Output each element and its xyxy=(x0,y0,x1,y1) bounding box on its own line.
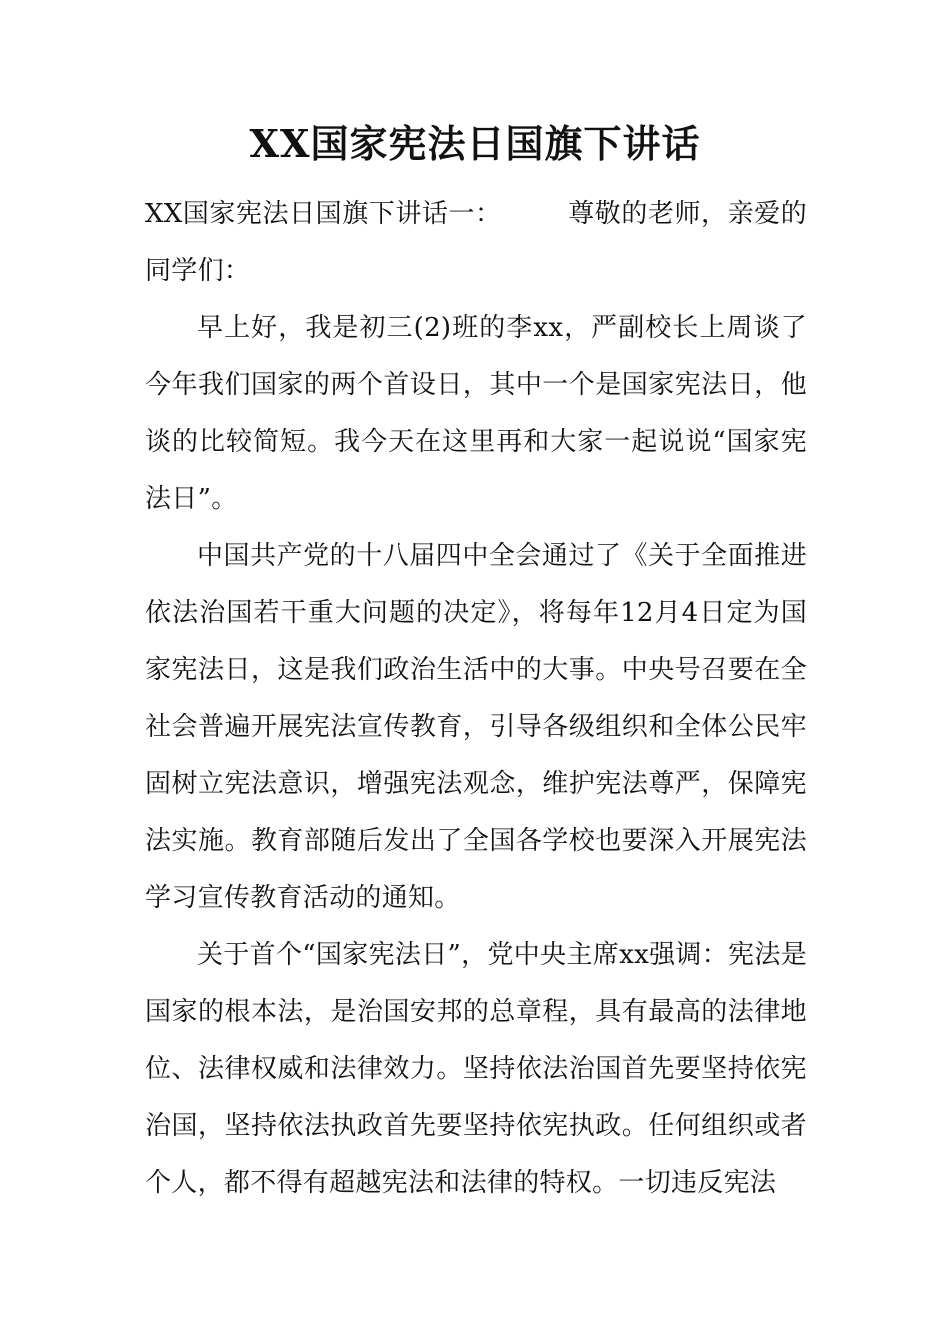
paragraph-central-committee-remarks: 关于首个“国家宪法日”，党中央主席xx强调：宪法是国家的根本法，是治国安邦的总章程，具有最高的法律地位、法律权威和法律效力。坚持依法治国首先要坚持依宪治国，坚持依法执政首先要坚持依宪执政。任何组织或者个人，都不得有超越宪法和法律的特权。一切违反宪法 xyxy=(145,940,807,1198)
paragraph-introduction: 早上好，我是初三(2)班的李xx，严副校长上周谈了今年我们国家的两个首设日，其中一个是国家宪法日，他谈的比较简短。我今天在这里再和大家一起说说“国家宪法日”。 xyxy=(145,313,807,514)
document-title: XX国家宪法日国旗下讲话 xyxy=(249,121,701,166)
document-body xyxy=(145,186,807,1212)
paragraph-constitution-day-decision: 中国共产党的十八届四中全会通过了《关于全面推进依法治国若干重大问题的决定》，将每年12月4日定为国家宪法日，这是我们政治生活中的大事。中央号召要在全社会普遍开展宪法宣传教育，引导各级组织和全体公民牢固树立宪法意识，增强宪法观念，维护宪法尊严，保障宪法实施。教育部随后发出了全国各学校也要深入开展宪法学习宣传教育活动的通知。 xyxy=(145,541,807,913)
paragraph-greeting: XX国家宪法日国旗下讲话一： 尊敬的老师，亲爱的同学们： xyxy=(145,199,807,286)
